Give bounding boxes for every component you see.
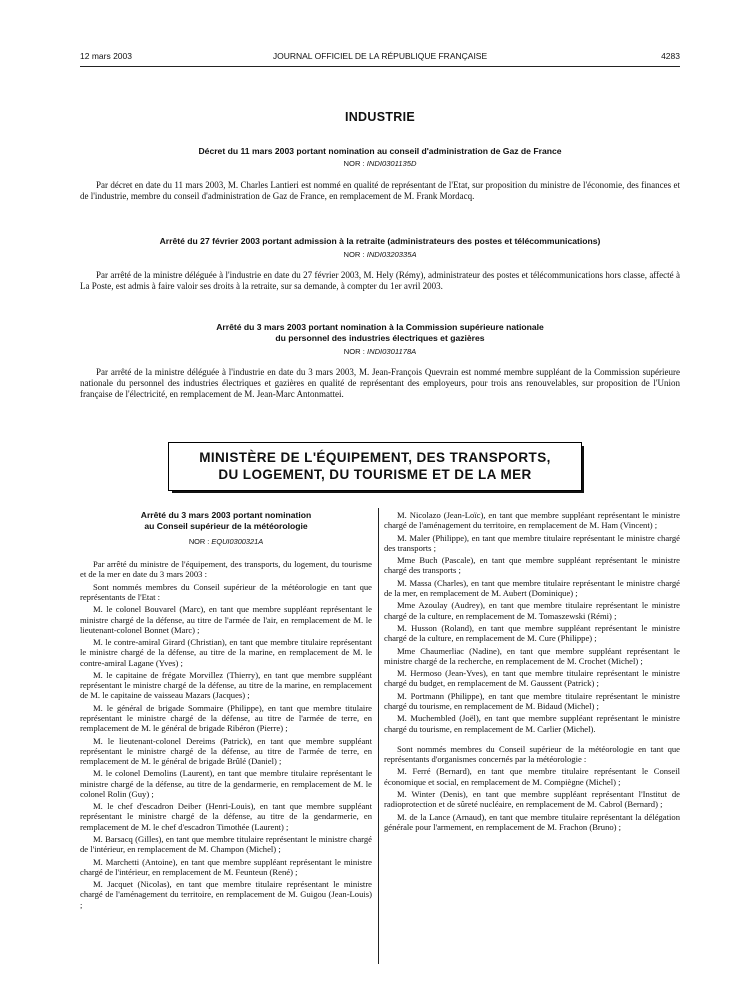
retirement-order-title: Arrêté du 27 février 2003 portant admission à la retraite (administrateurs des postes et télécommunications) bbox=[159, 236, 601, 246]
paragraph: M. Hermoso (Jean-Yves), en tant que membre titulaire représentant le ministre chargé du budget, en remplacement de M. Gaussent (Patrick) ; bbox=[384, 668, 680, 689]
section-title: INDUSTRIE bbox=[344, 110, 416, 124]
ministry-heading-box bbox=[168, 442, 582, 491]
nor-label: NOR : bbox=[343, 250, 365, 259]
paragraph: M. le colonel Bouvarel (Marc), en tant que membre suppléant représentant le ministre chargé de la défense, au titre de l'armée de l'air, en remplacement de M. le lieutenant-colonel Bonnet (Marc) ; bbox=[80, 604, 372, 635]
header-page-number: 4283 bbox=[661, 51, 680, 61]
paragraph: M. le lieutenant-colonel Dereims (Patrick), en tant que membre suppléant représentant le ministre chargé de la défense, au titre de l'armée de terre, en remplacement de M. le général de brigade Brûlé (Daniel) ; bbox=[80, 735, 372, 766]
nor-label: NOR : bbox=[188, 537, 210, 546]
header-journal-title: JOURNAL OFFICIEL DE LA RÉPUBLIQUE FRANÇAISE bbox=[272, 51, 488, 61]
paragraph: Sont nommés membres du Conseil supérieur de la météorologie en tant que représentants d'organismes concernés par la météorologie : bbox=[384, 743, 680, 764]
nor-code: INDI0301135D bbox=[366, 159, 417, 168]
paragraph: M. Jacquet (Nicolas), en tant que membre titulaire représentant le ministre chargé de l'aménagement du territoire, en remplacement de M. Guigou (Jean-Louis) ; bbox=[80, 879, 372, 910]
title-line: Arrêté du 3 mars 2003 portant nomination bbox=[140, 510, 312, 520]
paragraph: M. Massa (Charles), en tant que membre titulaire représentant le ministre chargé de la mer, en remplacement de M. Aubert (Dominique) ; bbox=[384, 577, 680, 598]
running-header bbox=[80, 51, 680, 65]
paragraph: M. Barsacq (Gilles), en tant que membre titulaire représentant le ministre chargé de l'intérieur, en remplacement de M. Champon (Michel) ; bbox=[80, 833, 372, 855]
paragraph: M. le colonel Demolins (Laurent), en tant que membre titulaire représentant le ministre chargé de la défense, au titre de la gendarmerie, en remplacement de M. le colonel Rolin (Guy) ; bbox=[80, 768, 372, 799]
paragraph: Mme Chaumerliac (Nadine), en tant que membre suppléant représentant le ministre chargé de la recherche, en remplacement de M. Crochet (Michel) ; bbox=[384, 645, 680, 666]
paragraph: M. le général de brigade Sommaire (Philippe), en tant que membre titulaire représentant le ministre chargé de la défense, au titre de l'armée de terre, en remplacement de M. le général de brigade Ribéron (Pierre) ; bbox=[80, 702, 372, 734]
paragraph: M. Marchetti (Antoine), en tant que membre suppléant représentant le ministre chargé de l'intérieur, en remplacement de M. Feunteun (René) ; bbox=[80, 856, 372, 877]
paragraph: Sont nommés membres du Conseil supérieur de la météorologie en tant que représentants de l'Etat : bbox=[80, 581, 372, 602]
retirement-order-text: Par arrêté de la ministre déléguée à l'industrie en date du 27 février 2003, M. Hely (Rémy), administrateur des postes et télécommunications hors classe, affecté à La Poste, est admis à faire valoir ses droits à la retraite, sur sa demande, à compter du 1er avril 2003. bbox=[80, 270, 680, 291]
paragraph: M. Maler (Philippe), en tant que membre titulaire représentant le ministre chargé des transports ; bbox=[384, 532, 680, 553]
ministry-line: DU LOGEMENT, DU TOURISME ET DE LA MER bbox=[218, 467, 532, 482]
paragraph: M. le chef d'escadron Deiber (Henri-Louis), en tant que membre suppléant représentant le ministre chargé de la défense, au titre de la gendarmerie, en remplacement de M. le chef d'escadron Timothée (Laurent) ; bbox=[80, 801, 372, 832]
nor-code: INDI0301178A bbox=[366, 347, 417, 356]
meteo-order-nor bbox=[80, 537, 372, 547]
decree-text: Par décret en date du 11 mars 2003, M. Charles Lantieri est nommé en qualité de représentant de l'Etat, sur proposition du ministre de l'économie, des finances et de l'industrie, membre du conseil d'administration de Gaz de France, en remplacement de M. Frank Mordacq. bbox=[80, 180, 680, 201]
paragraph: Mme Buch (Pascale), en tant que membre suppléant représentant le ministre chargé des transports ; bbox=[384, 555, 680, 576]
nor-label: NOR : bbox=[343, 347, 365, 356]
paragraph: M. Nicolazo (Jean-Loïc), en tant que membre suppléant représentant le ministre chargé de l'aménagement du territoire, en remplacement de M. Ham (Vincent) ; bbox=[384, 510, 680, 531]
right-column bbox=[384, 510, 680, 834]
left-column bbox=[80, 510, 372, 912]
title-line: Arrêté du 3 mars 2003 portant nomination à la Commission supérieure nationale bbox=[216, 322, 544, 332]
paragraph: M. Muchembled (Joël), en tant que membre suppléant représentant le ministre chargé du tourisme, en remplacement de M. Carlier (Michel). bbox=[384, 713, 680, 734]
retirement-order-nor bbox=[80, 250, 680, 259]
paragraph: M. Ferré (Bernard), en tant que membre titulaire représentant le Conseil économique et social, en remplacement de M. Compiègne (Michel) ; bbox=[384, 766, 680, 787]
header-rule bbox=[80, 66, 680, 67]
paragraph: Par arrêté du ministre de l'équipement, des transports, du logement, du tourisme et de la mer en date du 3 mars 2003 : bbox=[80, 559, 372, 580]
nor-label: NOR : bbox=[343, 159, 365, 168]
nor-code: INDI0320335A bbox=[366, 250, 417, 259]
title-line: du personnel des industries électriques et gazières bbox=[275, 333, 485, 343]
title-line: au Conseil supérieur de la météorologie bbox=[144, 520, 308, 531]
paragraph: M. Winter (Denis), en tant que membre suppléant représentant l'Institut de radioprotection et de sûreté nucléaire, en remplacement de M. Cabrol (Bernard) ; bbox=[384, 788, 680, 810]
ministry-line: MINISTÈRE DE L'ÉQUIPEMENT, DES TRANSPORTS, bbox=[199, 450, 551, 465]
paragraph: M. Portmann (Philippe), en tant que membre titulaire représentant le ministre chargé du tourisme, en remplacement de M. Bidaud (Michel) ; bbox=[384, 690, 680, 711]
paragraph: M. le capitaine de frégate Morvillez (Thierry), en tant que membre suppléant représentant le ministre chargé de la défense, au titre de la marine, en remplacement de M. le capitaine de vaisseau Mazars (Jacques) ; bbox=[80, 669, 372, 701]
commission-order-nor bbox=[80, 347, 680, 356]
commission-order-title bbox=[80, 322, 680, 344]
paragraph: Mme Azoulay (Audrey), en tant que membre titulaire représentant le ministre chargé de la culture, en remplacement de M. Tomaszewski (Rémi) ; bbox=[384, 600, 680, 621]
header-date: 12 mars 2003 bbox=[80, 51, 132, 61]
meteo-order-title bbox=[80, 510, 372, 531]
nor-code: EQUI0300321A bbox=[211, 537, 264, 546]
paragraph: M. le contre-amiral Girard (Christian), en tant que membre titulaire représentant le ministre chargé de la défense, au titre de la marine, en remplacement de M. le contre-amiral Lagane (Yves) ; bbox=[80, 637, 372, 668]
decree-title: Décret du 11 mars 2003 portant nomination au conseil d'administration de Gaz de France bbox=[198, 146, 562, 156]
paragraph: M. de la Lance (Arnaud), en tant que membre titulaire représentant la délégation générale pour l'armement, en remplacement de M. Frachon (Bruno) ; bbox=[384, 811, 680, 832]
commission-order-text: Par arrêté de la ministre déléguée à l'industrie en date du 3 mars 2003, M. Jean-François Quevrain est nommé membre suppléant de la Commission supérieure nationale du personnel des industries électriques et gazières en qualité de représentant des employeurs, pour trois ans renouvelables, sur proposition de l'Union française de l'électricité, en remplacement de M. Jean-Marc Antonmattei. bbox=[80, 367, 680, 399]
column-divider bbox=[378, 508, 379, 964]
decree-nor bbox=[80, 159, 680, 168]
paragraph: M. Husson (Roland), en tant que membre suppléant représentant le ministre chargé de la culture, en remplacement de M. Cure (Philippe) ; bbox=[384, 622, 680, 644]
